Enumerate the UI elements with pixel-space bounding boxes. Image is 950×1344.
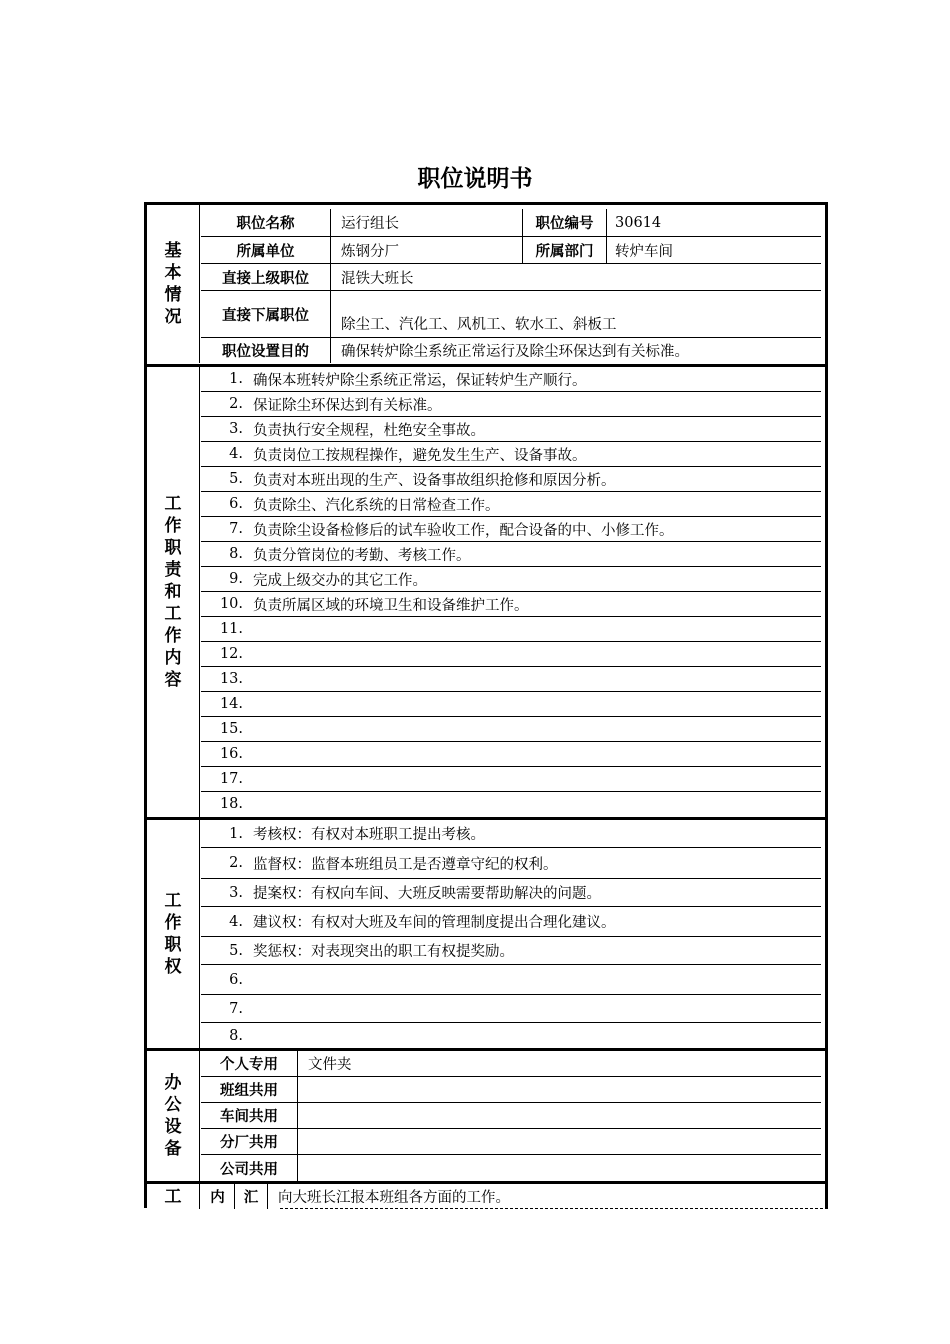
authority-cell: [201, 879, 821, 906]
section-label-char: 基: [164, 241, 182, 261]
authority-number: 3.: [229, 884, 243, 901]
relations-text: 向大班长江报本班组各方面的工作。: [278, 1190, 510, 1206]
duty-number: 6.: [229, 496, 243, 512]
authority-row: [201, 848, 821, 879]
duty-cell: [201, 417, 821, 441]
duty-number: 7.: [229, 521, 243, 537]
basic-section: [147, 205, 825, 363]
duty-number: 8.: [229, 546, 243, 562]
duty-number: 12.: [219, 646, 243, 662]
purpose-row: [201, 338, 821, 363]
section-label-char: 设: [164, 1117, 182, 1137]
duty-cell: [201, 567, 821, 591]
duty-row: [201, 367, 821, 392]
duty-cell: [201, 642, 821, 666]
authority-text: 奖惩权：对表现突出的职工有权提奖励。: [253, 944, 514, 960]
section-label-char: 作: [164, 516, 182, 536]
duty-text: 负责岗位工按规程操作，避免发生生产、设备事故。: [253, 447, 587, 464]
authority-section: [147, 820, 825, 1048]
duty-number: 14.: [219, 696, 243, 712]
dept-value: 转炉车间: [615, 243, 673, 260]
duty-number: 15.: [219, 721, 243, 737]
equipment-row: [201, 1129, 821, 1155]
superior-row: [201, 264, 821, 291]
duty-number: 18.: [219, 796, 243, 812]
duty-row: [201, 442, 821, 467]
authority-cell: [201, 995, 821, 1022]
section-label-char: 公: [164, 1095, 182, 1115]
duty-text: 负责分管岗位的考勤、考核工作。: [253, 547, 471, 564]
authority-row: [201, 937, 821, 965]
job-description-form: [144, 202, 828, 1208]
duty-row: [201, 792, 821, 816]
unit-label: 所属单位: [201, 237, 331, 263]
equipment-section: [147, 1051, 825, 1181]
authority-row: [201, 820, 821, 848]
relations-section: [147, 1184, 825, 1209]
relations-sub-label-2: 汇: [235, 1184, 268, 1209]
equipment-label: 公司共用: [201, 1155, 298, 1181]
unit-row: [201, 237, 821, 264]
section-label-char: 作: [164, 913, 182, 933]
duty-cell: [201, 667, 821, 691]
equipment-value: 文件夹: [308, 1057, 352, 1073]
authority-row: [201, 1023, 821, 1048]
authority-text: 监督权：监督本班组员工是否遵章守纪的权利。: [253, 856, 558, 873]
duty-cell: [201, 717, 821, 741]
duty-row: [201, 667, 821, 692]
equipment-row: [201, 1155, 821, 1181]
relations-sub-label-1: 内: [201, 1184, 235, 1209]
document-title: 职位说明书: [417, 166, 533, 192]
job-name-value: 运行组长: [331, 209, 523, 236]
duty-row: [201, 492, 821, 517]
superior-value: 混铁大班长: [341, 270, 414, 287]
equipment-value: [298, 1129, 821, 1154]
duty-text: 完成上级交办的其它工作。: [253, 572, 427, 589]
duty-text: 负责对本班出现的生产、设备事故组织抢修和原因分析。: [253, 472, 616, 489]
duty-cell: [201, 367, 821, 391]
duty-number: 16.: [219, 746, 243, 762]
duty-cell: [201, 742, 821, 766]
section-label-char: 情: [164, 285, 182, 305]
duty-row: [201, 542, 821, 567]
authority-cell: [201, 848, 821, 878]
authority-cell: [201, 820, 821, 847]
duty-cell: [201, 692, 821, 716]
duty-row: [201, 592, 821, 617]
section-label-char: 职: [164, 935, 182, 955]
section-label-char: 工: [164, 604, 182, 624]
section-label-char: 工: [164, 494, 182, 514]
duty-number: 1.: [229, 371, 243, 387]
duty-row: [201, 767, 821, 792]
duty-row: [201, 642, 821, 667]
authority-row: [201, 995, 821, 1023]
duty-text: 负责执行安全规程，杜绝安全事故。: [253, 422, 485, 439]
equipment-label: 分厂共用: [201, 1129, 298, 1154]
authority-number: 8.: [229, 1027, 243, 1044]
section-label-char: 责: [164, 560, 182, 580]
equipment-value: [298, 1155, 821, 1181]
authority-row: [201, 879, 821, 907]
duty-cell: [201, 392, 821, 416]
job-name-label: 职位名称: [201, 209, 331, 236]
equipment-label: 车间共用: [201, 1103, 298, 1128]
duty-text: 负责所属区域的环境卫生和设备维护工作。: [253, 597, 529, 614]
authority-row: [201, 965, 821, 995]
subordinate-label: 直接下属职位: [201, 291, 331, 337]
duty-number: 9.: [229, 571, 243, 587]
job-code-label: 职位编号: [523, 209, 607, 236]
duty-cell: [201, 492, 821, 516]
purpose-value: 确保转炉除尘系统正常运行及除尘环保达到有关标准。: [341, 344, 689, 360]
duty-row: [201, 742, 821, 767]
duty-number: 5.: [229, 471, 243, 487]
authority-row: [201, 907, 821, 937]
authority-text: 提案权：有权向车间、大班反映需要帮助解决的问题。: [253, 886, 601, 902]
authority-cell: [201, 1023, 821, 1048]
duty-cell: [201, 517, 821, 541]
job-name-row: [201, 209, 821, 237]
authority-text: 考核权：有权对本班职工提出考核。: [253, 827, 485, 843]
equipment-value: [298, 1077, 821, 1102]
duties-section: [147, 367, 825, 817]
duty-cell: [201, 542, 821, 566]
authority-cell: [201, 965, 821, 994]
duty-row: [201, 567, 821, 592]
section-label-char: 工: [164, 891, 182, 911]
section-label-char: 况: [164, 307, 182, 327]
authority-cell: [201, 907, 821, 936]
equipment-label: 班组共用: [201, 1077, 298, 1102]
authority-number: 2.: [229, 855, 243, 871]
duty-number: 13.: [219, 671, 243, 687]
authority-text: 建议权：有权对大班及车间的管理制度提出合理化建议。: [253, 915, 616, 931]
duty-row: [201, 692, 821, 717]
equipment-label: 个人专用: [201, 1051, 298, 1076]
basic-section-label: [147, 205, 200, 363]
duty-cell: [201, 767, 821, 791]
authority-number: 6.: [229, 971, 243, 988]
section-label-char: 和: [164, 582, 182, 602]
duty-text: 负责除尘、汽化系统的日常检查工作。: [253, 497, 500, 514]
subordinate-value: 除尘工、汽化工、风机工、软水工、斜板工: [341, 317, 617, 333]
authority-number: 4.: [229, 913, 243, 930]
page-cut-line: [280, 1208, 828, 1209]
authority-section-label: [147, 820, 200, 1048]
section-label-char: 办: [164, 1073, 182, 1093]
duty-row: [201, 617, 821, 642]
duty-number: 11.: [219, 621, 243, 637]
duty-row: [201, 392, 821, 417]
duty-text: 负责除尘设备检修后的试车验收工作，配合设备的中、小修工作。: [253, 522, 674, 539]
superior-label: 直接上级职位: [201, 264, 331, 290]
duty-cell: [201, 442, 821, 466]
equipment-value: [298, 1103, 821, 1128]
relations-row: [201, 1184, 821, 1209]
duty-cell: [201, 792, 821, 816]
equipment-row: [201, 1051, 821, 1077]
duty-row: [201, 467, 821, 492]
equipment-row: [201, 1103, 821, 1129]
section-label-char: 容: [164, 670, 182, 690]
duty-text: 保证除尘环保达到有关标准。: [253, 397, 442, 414]
job-code-value: 30614: [615, 214, 662, 231]
duty-cell: [201, 617, 821, 641]
dept-label: 所属部门: [523, 237, 607, 263]
section-label-char: 权: [164, 957, 182, 977]
unit-value: 炼钢分厂: [331, 237, 523, 263]
section-label-char: 备: [164, 1139, 182, 1159]
duty-cell: [201, 467, 821, 491]
duty-number: 3.: [229, 421, 243, 437]
authority-number: 5.: [229, 942, 243, 959]
duty-text: 确保本班转炉除尘系统正常运，保证转炉生产顺行。: [253, 372, 587, 389]
section-label-char: 工: [164, 1186, 182, 1207]
section-label-char: 作: [164, 626, 182, 646]
section-label-char: 本: [164, 263, 182, 283]
subordinate-row: [201, 291, 821, 338]
equipment-section-label: [147, 1051, 200, 1181]
duty-row: [201, 717, 821, 742]
authority-number: 1.: [229, 825, 243, 842]
duty-row: [201, 517, 821, 542]
equipment-row: [201, 1077, 821, 1103]
authority-cell: [201, 937, 821, 964]
duty-row: [201, 417, 821, 442]
section-label-char: 职: [164, 538, 182, 558]
duties-section-label: [147, 367, 200, 817]
duty-number: 2.: [229, 396, 243, 412]
purpose-label: 职位设置目的: [201, 338, 331, 363]
authority-number: 7.: [229, 1000, 243, 1017]
section-label-char: 内: [164, 648, 182, 668]
duty-cell: [201, 592, 821, 616]
duty-number: 17.: [219, 771, 243, 787]
relations-section-label: [147, 1184, 200, 1209]
duty-number: 10.: [219, 596, 243, 612]
duty-number: 4.: [229, 446, 243, 462]
